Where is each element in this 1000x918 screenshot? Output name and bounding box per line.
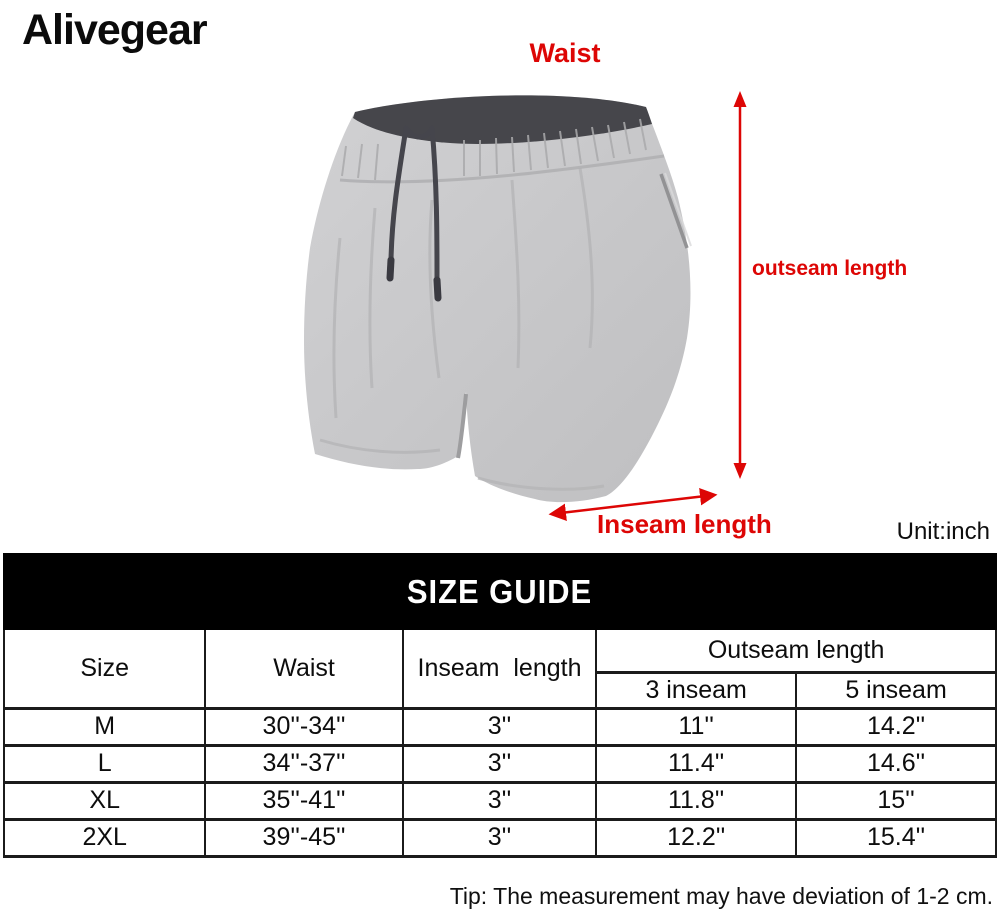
cell-outseam-3: 11'': [596, 708, 796, 745]
table-body: [4, 708, 996, 856]
outseam-length-label: outseam length: [752, 257, 908, 280]
cell-outseam-3: 11.8'': [596, 782, 796, 819]
brand-logo: Alivegear: [22, 6, 207, 54]
table-row-m: [4, 708, 996, 745]
size-guide-title: SIZE GUIDE: [407, 572, 593, 610]
cell-waist: 35''-41'': [205, 782, 402, 819]
col-header-inseam-length: Inseam length: [403, 630, 596, 708]
size-guide-table: [3, 630, 997, 858]
shorts-product-photo: [280, 88, 720, 508]
table-row-2xl: [4, 819, 996, 856]
col-header-size: Size: [4, 630, 205, 708]
table-header: [4, 630, 996, 708]
cell-size: M: [4, 708, 205, 745]
inseam-length-label: Inseam length: [597, 509, 772, 539]
cell-waist: 30''-34'': [205, 708, 402, 745]
waist-annotation-label: Waist: [529, 38, 601, 68]
cell-outseam-5: 14.2'': [796, 708, 996, 745]
header-row-1: [4, 630, 996, 672]
cell-size: 2XL: [4, 819, 205, 856]
table-row-xl: [4, 782, 996, 819]
cell-outseam-5: 15.4'': [796, 819, 996, 856]
cell-outseam-5: 14.6'': [796, 745, 996, 782]
col-header-outseam-3: 3 inseam: [596, 672, 796, 708]
cell-size: L: [4, 745, 205, 782]
outseam-measure-arrow-icon: [728, 90, 752, 480]
table-row-l: [4, 745, 996, 782]
col-header-outseam-5: 5 inseam: [796, 672, 996, 708]
cell-inseam: 3'': [403, 819, 596, 856]
size-guide-banner: [3, 553, 997, 630]
col-header-waist: Waist: [205, 630, 402, 708]
cell-outseam-5: 15'': [796, 782, 996, 819]
cell-inseam: 3'': [403, 745, 596, 782]
cell-outseam-3: 11.4'': [596, 745, 796, 782]
cell-inseam: 3'': [403, 782, 596, 819]
cell-size: XL: [4, 782, 205, 819]
unit-label: Unit:inch: [896, 518, 990, 545]
measurement-tip: Tip: The measurement may have deviation of 1-2 cm.: [449, 883, 993, 909]
cell-waist: 34''-37'': [205, 745, 402, 782]
cell-inseam: 3'': [403, 708, 596, 745]
cell-waist: 39''-45'': [205, 819, 402, 856]
cell-outseam-3: 12.2'': [596, 819, 796, 856]
col-header-outseam-group: Outseam length: [596, 630, 996, 672]
